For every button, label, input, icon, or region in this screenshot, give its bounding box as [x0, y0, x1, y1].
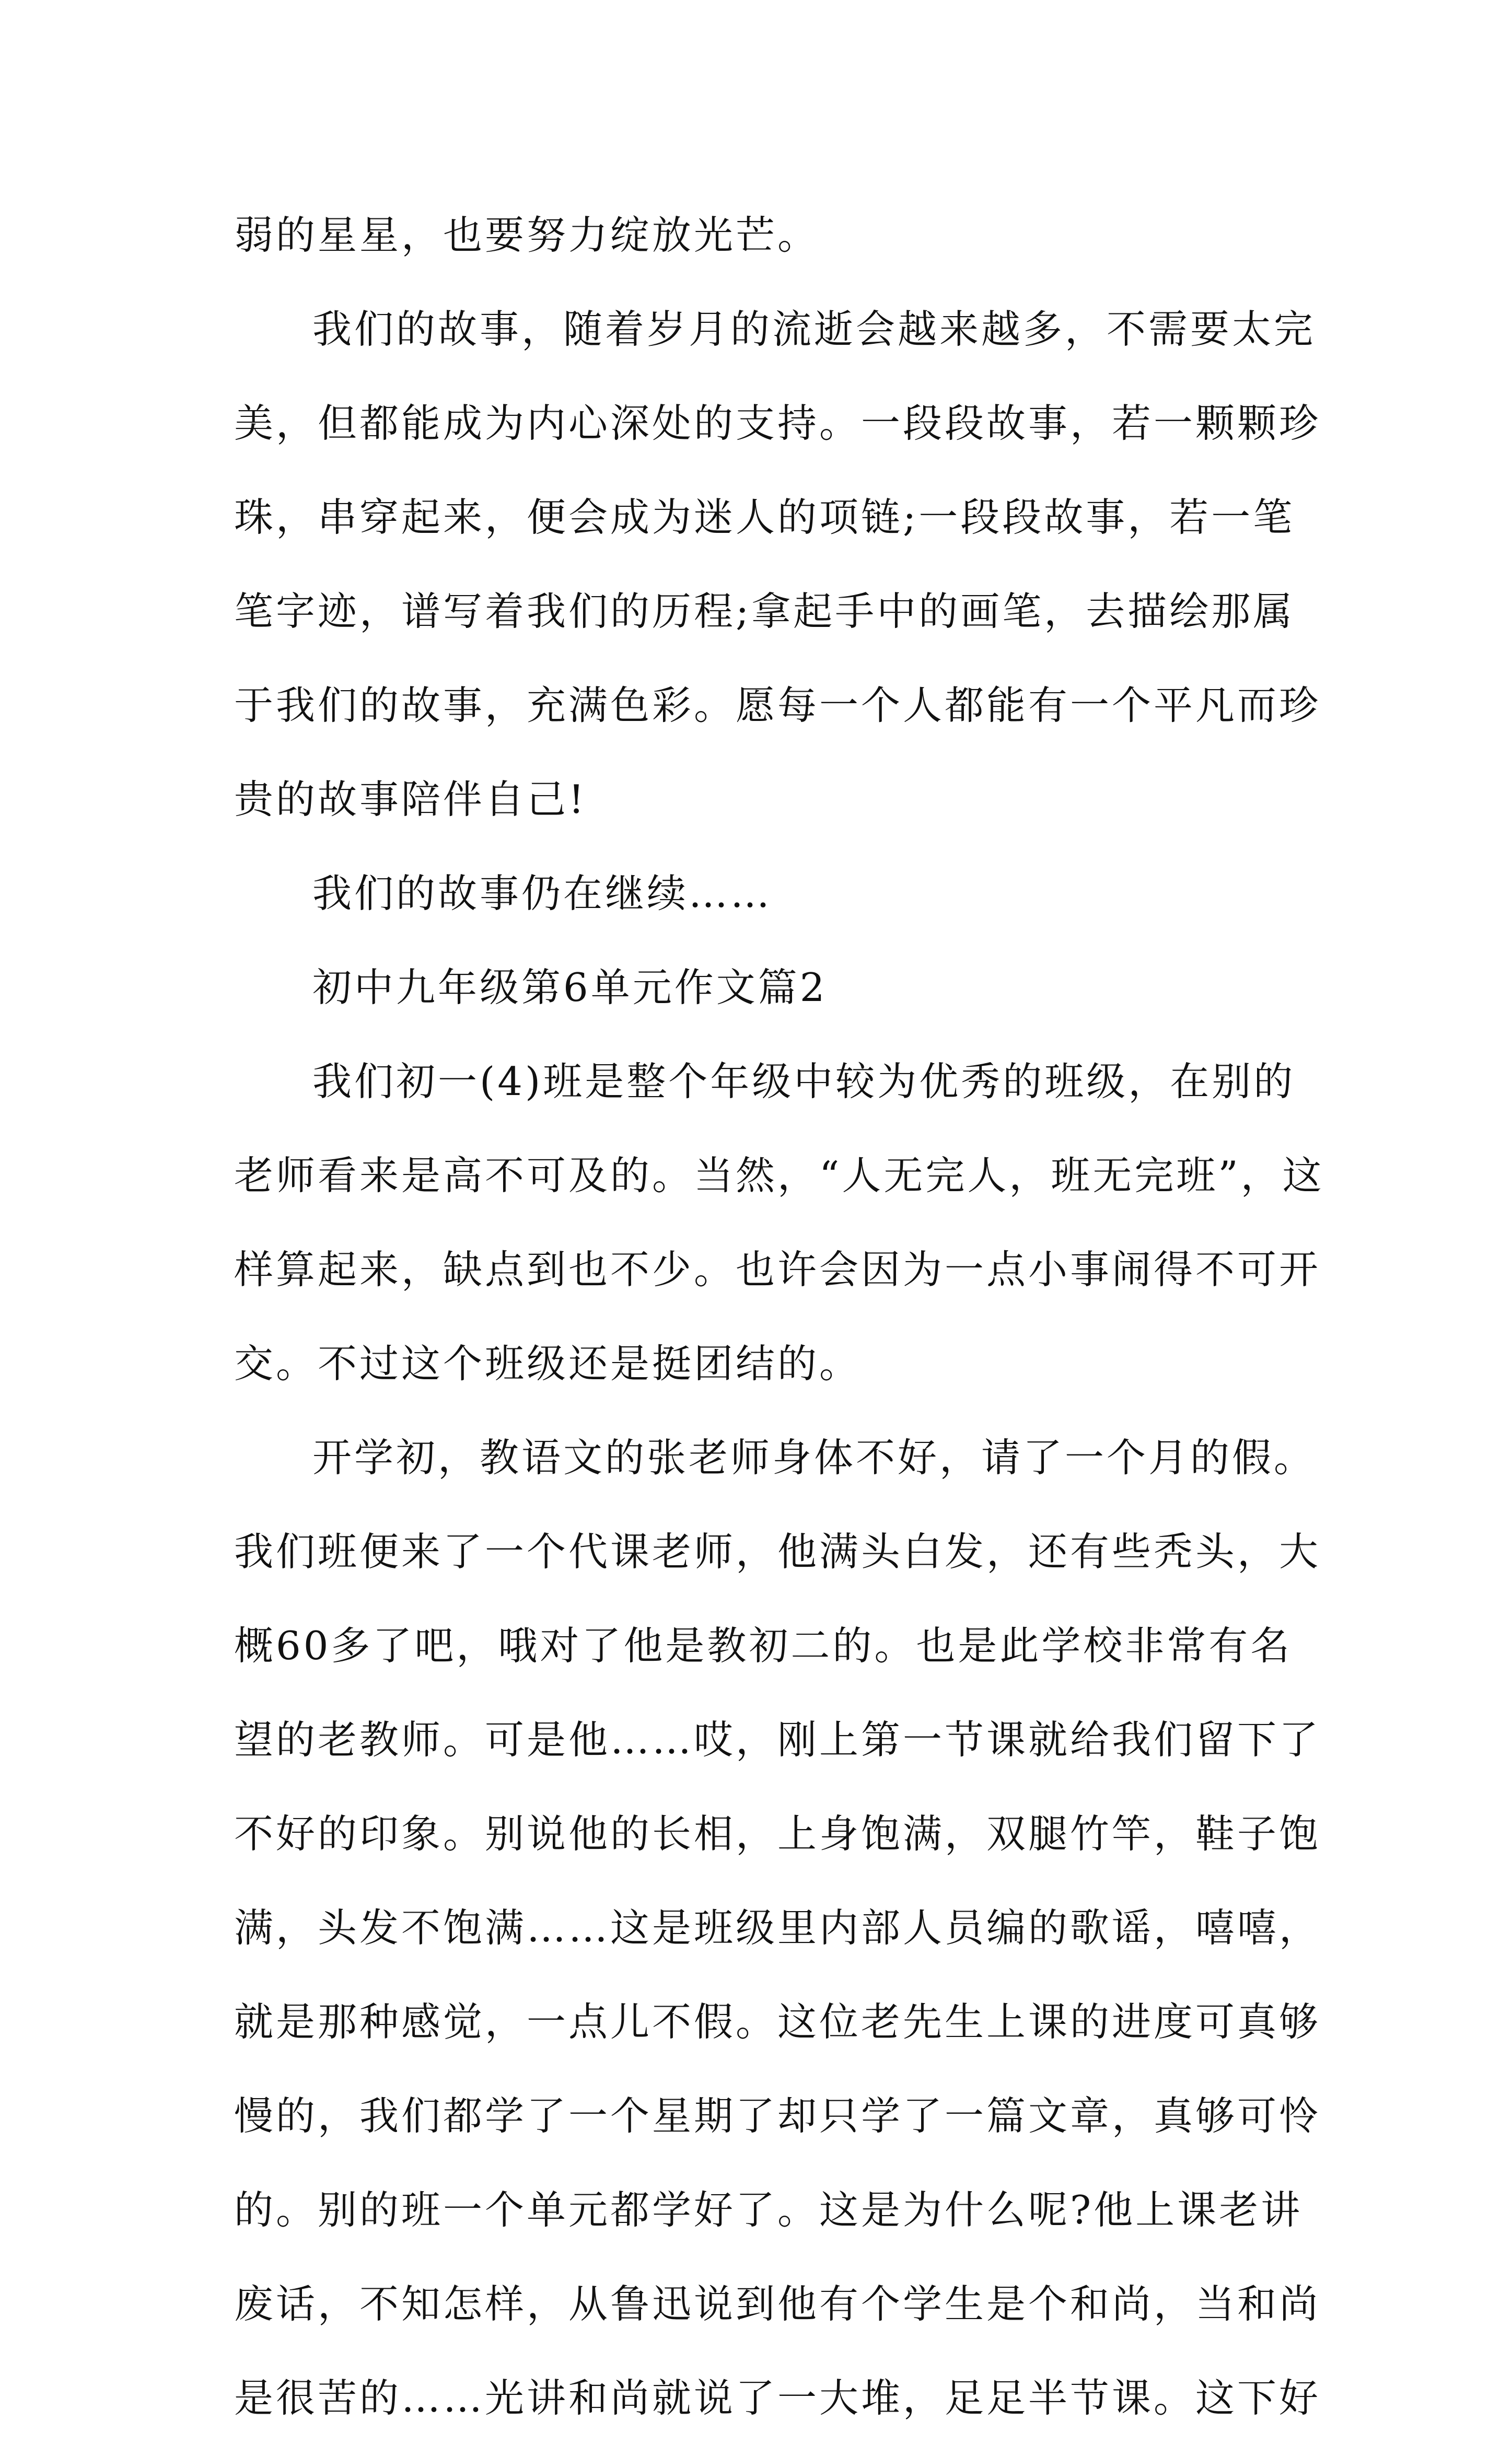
text-line: 是很苦的……光讲和尚就说了一大堆，足足半节课。这下好	[234, 2375, 1321, 2421]
text-line: 交。不过这个班级还是挺团结的。	[234, 1341, 862, 1387]
text-line: 不好的印象。别说他的长相，上身饱满，双腿竹竿，鞋子饱	[234, 1811, 1321, 1857]
text-line: 就是那种感觉，一点儿不假。这位老先生上课的进度可真够	[234, 1999, 1321, 2045]
text-line: 我们初一(4)班是整个年级中较为优秀的班级，在别的	[312, 1058, 1296, 1104]
text-line: 样算起来，缺点到也不少。也许会因为一点小事闹得不可开	[234, 1247, 1321, 1293]
text-line: 我们的故事，随着岁月的流逝会越来越多，不需要太完	[312, 306, 1316, 352]
text-line: 弱的星星，也要努力绽放光芒。	[234, 212, 820, 258]
text-line: 我们的故事仍在继续……	[312, 870, 773, 916]
text-line: 贵的故事陪伴自己!	[234, 776, 587, 822]
text-line: 满，头发不饱满……这是班级里内部人员编的歌谣，嘻嘻，	[234, 1905, 1321, 1951]
text-line: 慢的，我们都学了一个星期了却只学了一篇文章，真够可怜	[234, 2093, 1321, 2139]
text-line: 废话，不知怎样，从鲁迅说到他有个学生是个和尚，当和尚	[234, 2281, 1321, 2327]
text-line: 老师看来是高不可及的。当然，“人无完人，班无完班”，这	[234, 1152, 1324, 1198]
text-line: 美，但都能成为内心深处的支持。一段段故事，若一颗颗珍	[234, 400, 1321, 446]
text-line: 望的老教师。可是他……哎，刚上第一节课就给我们留下了	[234, 1717, 1321, 1763]
text-line: 的。别的班一个单元都学好了。这是为什么呢?他上课老讲	[234, 2187, 1303, 2233]
section-heading: 初中九年级第6单元作文篇2	[312, 964, 828, 1010]
text-line: 我们班便来了一个代课老师，他满头白发，还有些秃头，大	[234, 1529, 1321, 1575]
document-page	[234, 188, 1324, 2445]
text-line: 珠，串穿起来，便会成为迷人的项链;一段段故事，若一笔	[234, 494, 1295, 540]
text-line: 概60多了吧，哦对了他是教初二的。也是此学校非常有名	[234, 1623, 1293, 1669]
text-line: 于我们的故事，充满色彩。愿每一个人都能有一个平凡而珍	[234, 682, 1321, 728]
text-line: 笔字迹，谱写着我们的历程;拿起手中的画笔，去描绘那属	[234, 588, 1295, 634]
text-line: 开学初，教语文的张老师身体不好，请了一个月的假。	[312, 1435, 1316, 1481]
